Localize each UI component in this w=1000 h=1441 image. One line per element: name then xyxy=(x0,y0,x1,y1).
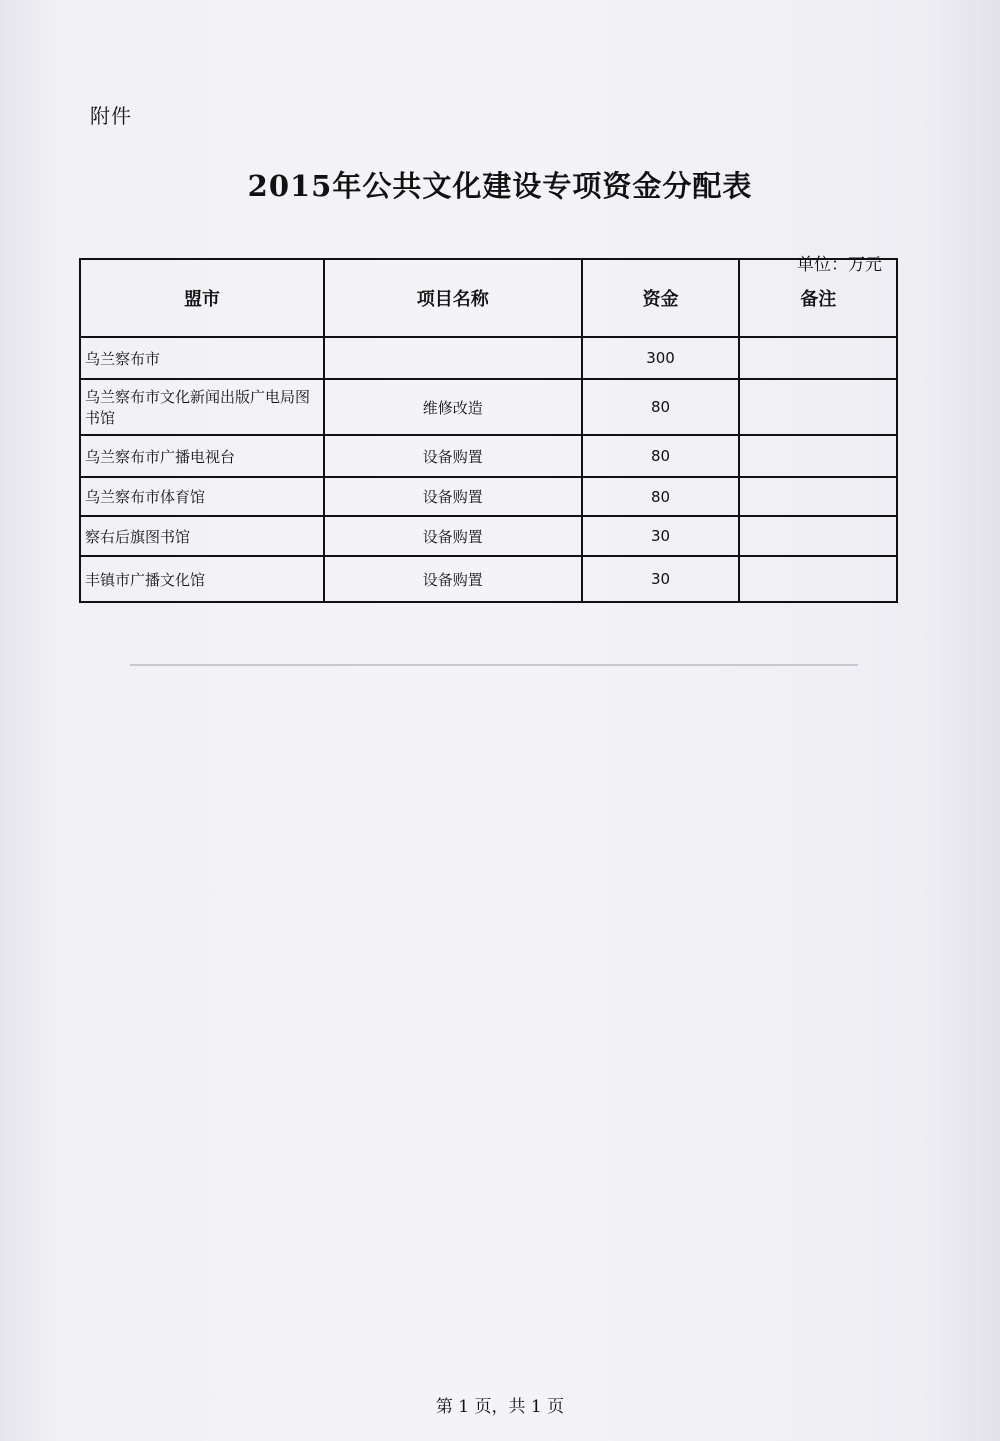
cell-city: 察右后旗图书馆 xyxy=(80,516,324,556)
cell-note xyxy=(739,337,897,379)
table-row xyxy=(80,379,897,435)
table-header-row xyxy=(80,259,897,337)
fund-allocation-table xyxy=(79,258,898,603)
attachment-label: 附件 xyxy=(90,104,132,128)
table-row xyxy=(80,516,897,556)
cell-project: 维修改造 xyxy=(324,379,582,435)
cell-city: 乌兰察布市体育馆 xyxy=(80,477,324,516)
cell-funds: 80 xyxy=(582,435,740,477)
bleed-through-rule xyxy=(130,664,858,666)
table-row xyxy=(80,556,897,602)
page-title: 2015年公共文化建设专项资金分配表 xyxy=(247,169,753,203)
cell-funds: 30 xyxy=(582,516,740,556)
table-row xyxy=(80,435,897,477)
cell-city: 乌兰察布市 xyxy=(80,337,324,379)
header-city: 盟市 xyxy=(80,259,324,337)
cell-funds: 30 xyxy=(582,556,740,602)
cell-funds: 80 xyxy=(582,477,740,516)
cell-city: 丰镇市广播文化馆 xyxy=(80,556,324,602)
cell-note xyxy=(739,379,897,435)
table-row xyxy=(80,477,897,516)
cell-project: 设备购置 xyxy=(324,435,582,477)
header-project: 项目名称 xyxy=(324,259,582,337)
unit-label: 单位：万元 xyxy=(797,255,882,275)
header-funds: 资金 xyxy=(582,259,740,337)
page-footer: 第 1 页，共 1 页 xyxy=(435,1397,565,1417)
cell-project: 设备购置 xyxy=(324,516,582,556)
cell-funds: 80 xyxy=(582,379,740,435)
cell-city: 乌兰察布市广播电视台 xyxy=(80,435,324,477)
cell-project: 设备购置 xyxy=(324,477,582,516)
table-row xyxy=(80,337,897,379)
cell-project xyxy=(324,337,582,379)
cell-funds: 300 xyxy=(582,337,740,379)
cell-note xyxy=(739,516,897,556)
cell-note xyxy=(739,435,897,477)
cell-project: 设备购置 xyxy=(324,556,582,602)
cell-note xyxy=(739,556,897,602)
cell-note xyxy=(739,477,897,516)
header-note: 备注 xyxy=(739,259,897,337)
cell-city: 乌兰察布市文化新闻出版广电局图书馆 xyxy=(80,379,324,435)
